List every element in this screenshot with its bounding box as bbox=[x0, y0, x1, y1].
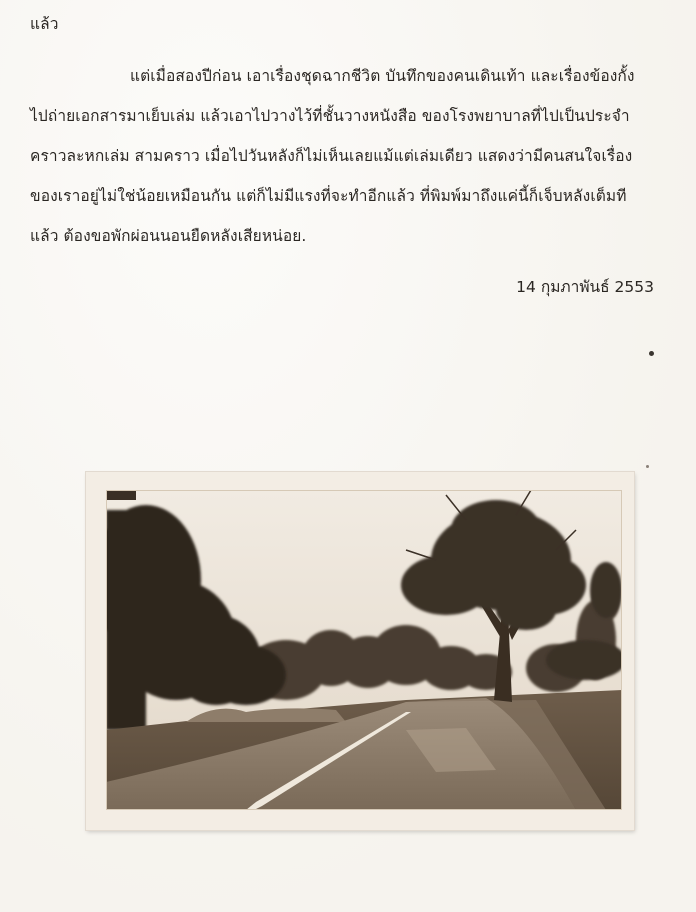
text-line-4: คราวละหกเล่ม สามคราว เมื่อไปวันหลังก็ไม่เห็นเลยแม้แต่เล่มเดียว แสดงว่ามีคนสนใจเรื่อง bbox=[30, 147, 633, 165]
paper-speck bbox=[646, 465, 649, 468]
paper-speck bbox=[649, 351, 654, 356]
text-line-5: ของเราอยู่ไม่ใช่น้อยเหมือนกัน แต่ก็ไม่มีแรงที่จะทำอีกแล้ว ที่พิมพ์มาถึงแค่นี้ก็เจ็บหลังเต็มที bbox=[30, 187, 627, 205]
text-line-2: แต่เมื่อสองปีก่อน เอาเรื่องชุดฉากชีวิต บันทึกของคนเดินเท้า และเรื่องข้องกั้ง bbox=[130, 67, 635, 85]
text-line-6: แล้ว ต้องขอพักผ่อนนอนยืดหลังเสียหน่อย. bbox=[30, 227, 307, 245]
text-line-1: แล้ว bbox=[30, 15, 59, 33]
document-date: 14 กุมภาพันธ์ 2553 bbox=[516, 278, 654, 296]
road-photograph bbox=[86, 472, 634, 830]
road-photo-image bbox=[106, 490, 622, 810]
text-line-3: ไปถ่ายเอกสารมาเย็บเล่ม แล้วเอาไปวางไว้ที่ชั้นวางหนังสือ ของโรงพยาบาลที่ไปเป็นประจำ bbox=[30, 107, 630, 125]
